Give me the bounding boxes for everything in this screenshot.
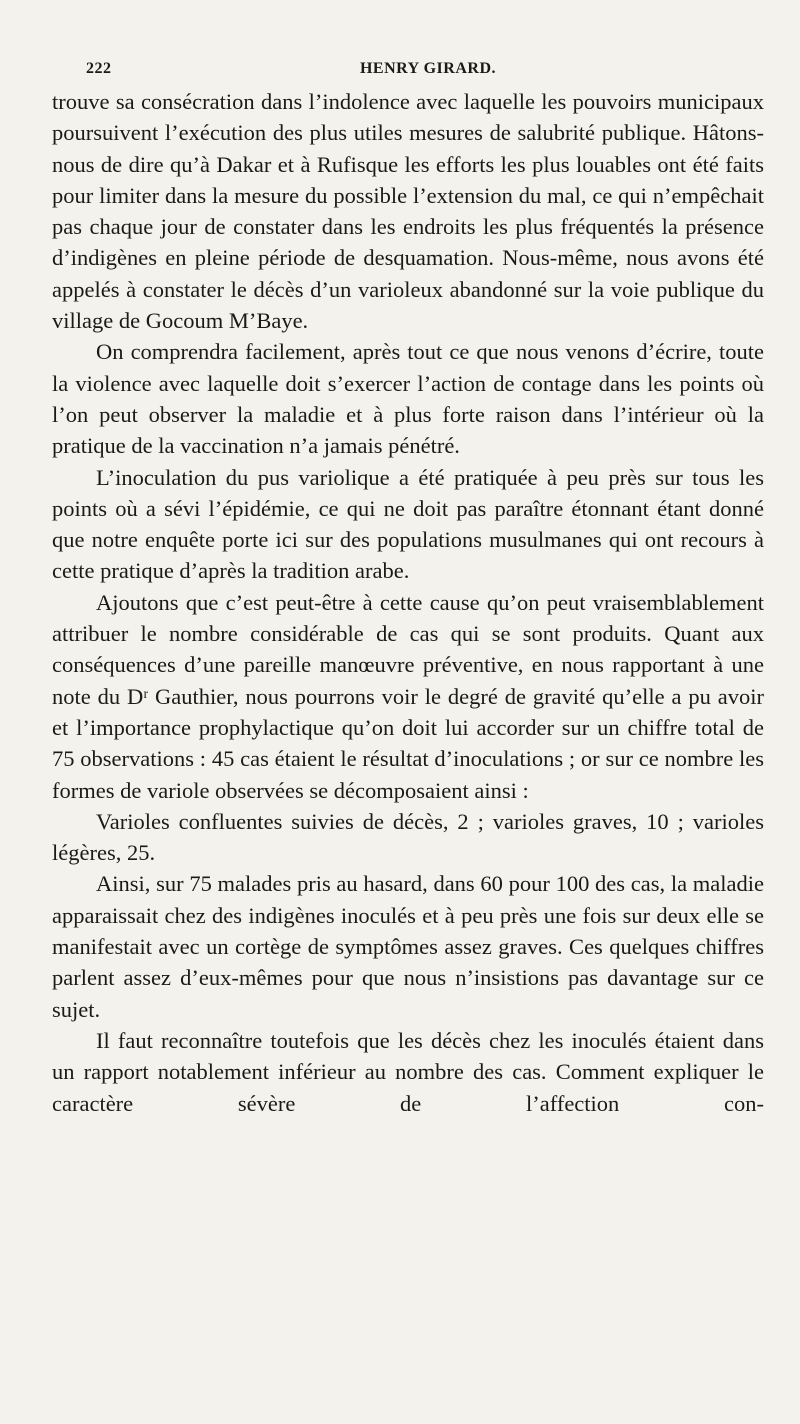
running-head	[52, 50, 764, 90]
page-number: 222	[86, 60, 112, 77]
paragraph-5: Varioles confluentes suivies de décès, 2 ; varioles graves, 10 ; varioles légères, 25.	[52, 808, 764, 866]
body-text	[52, 86, 764, 1119]
paragraph-6: Ainsi, sur 75 malades pris au hasard, dans 60 pour 100 des cas, la maladie apparaissait chez des indigènes inoculés et à peu près une fois sur deux elle se manifestait avec un cortège de symptômes assez graves. Ces quelques chiffres parlent assez d’eux-mêmes pour que nous n’insistions pas davantage sur ce sujet.	[52, 871, 764, 1022]
paragraph-4: Ajoutons que c’est peut-être à cette cause qu’on peut vraisemblablement attribuer le nombre considérable de cas qui se sont produits. Quant aux conséquences d’une pareille manœuvre préventive, en nous rapportant à une note du Dʳ Gauthier, nous pourrons voir le degré de gravité qu’elle a pu avoir et l’importance prophylactique qu’on doit lui accorder sur un chiffre total de 75 observations : 45 cas étaient le résultat d’inoculations ; or sur ce nombre les formes de variole observées se décomposaient ainsi :	[52, 589, 764, 803]
paragraph-2: On comprendra facilement, après tout ce que nous venons d’écrire, toute la violence avec laquelle doit s’exercer l’action de contage dans les points où l’on peut observer la maladie et à plus forte raison dans l’intérieur où la pratique de la vaccination n’a jamais pénétré.	[52, 339, 764, 459]
paragraph-1: trouve sa consécration dans l’indolence avec laquelle les pouvoirs municipaux poursuivent l’exécution des plus utiles mesures de salubrité publique. Hâtons-nous de dire qu’à Dakar et à Rufisque les efforts les plus louables ont été faits pour limiter dans la mesure du possible l’extension du mal, ce qui n’empêchait pas chaque jour de constater dans les endroits les plus fréquentés la présence d’indigènes en pleine période de desquamation. Nous-même, nous avons été appelés à constater le décès d’un varioleux abandonné sur la voie publique du village de Gocoum M’Baye.	[52, 89, 764, 334]
paragraph-3: L’inoculation du pus variolique a été pratiquée à peu près sur tous les points où a sévi l’épidémie, ce qui ne doit pas paraître étonnant étant donné que notre enquête porte ici sur des populations musulmanes qui ont recours à cette pratique d’après la tradition arabe.	[52, 464, 764, 584]
running-title: HENRY GIRARD.	[359, 60, 496, 77]
paragraph-7: Il faut reconnaître toutefois que les décès chez les inoculés étaient dans un rapport notablement inférieur au nombre des cas. Comment expliquer le caractère sévère de l’affection con-	[52, 1027, 764, 1116]
